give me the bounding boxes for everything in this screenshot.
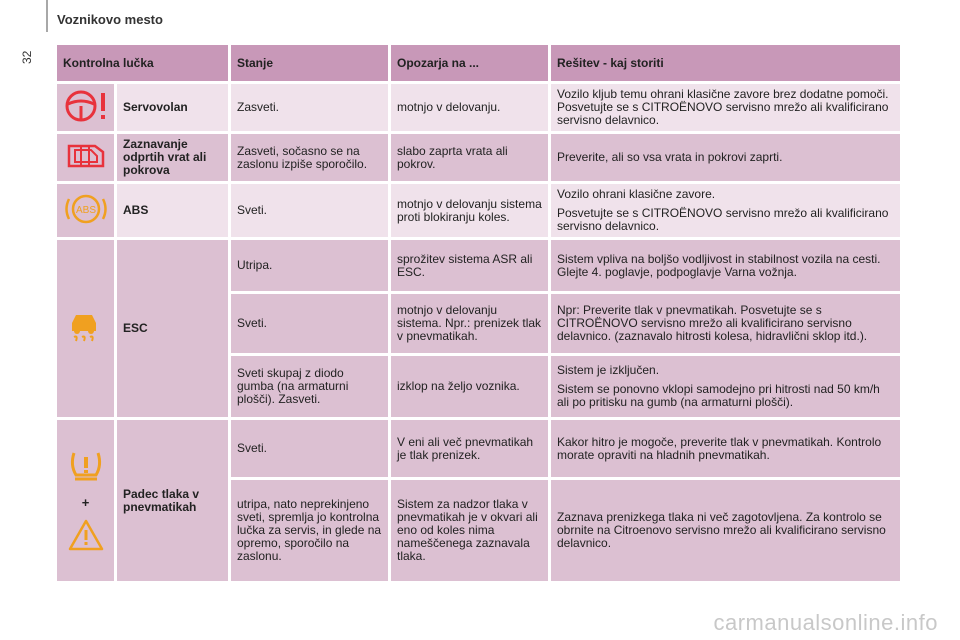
esc-solution-3b: Sistem se ponovno vklopi samodejno pri hitrosti nad 50 km/h ali po pritisku na gumb (na armaturni plošči). [557, 382, 880, 409]
esc-warns-1: sprožitev sistema ASR ali ESC. [391, 240, 551, 294]
tyres-solution-2: Zaznava prenizkega tlaka ni več zagotovljena. Za kontrolo se obrnite na Citroenovo servisno mrežo ali kvalificirano servisno delavnico. [551, 480, 903, 584]
icon-cell [57, 134, 117, 184]
header-solution: Rešitev - kaj storiti [551, 45, 903, 84]
plus-sign: + [81, 495, 90, 510]
tyres-warns-1: V eni ali več pnevmatikah je tlak prenizek. [391, 420, 551, 480]
tyres-state-2: utripa, nato neprekinjeno sveti, spremlja jo kontrolna lučka za servis, in glede na opremo, sporočilo na zaslonu. [231, 480, 391, 584]
esc-solution-1: Sistem vpliva na boljšo vodljivost in stabilnost vozila na cesti. Glejte 4. poglavje, podpoglavje Varna vožnja. [551, 240, 903, 294]
doors-state: Zasveti, sočasno se na zaslonu izpiše sporočilo. [231, 134, 391, 184]
abs-icon [61, 189, 111, 229]
doors-label: Zaznavanje odprtih vrat ali pokrova [117, 134, 231, 184]
abs-warns: motnjo v delovanju sistema proti blokiranju koles. [391, 184, 551, 240]
table-row-servo [57, 84, 903, 134]
icon-cell [57, 184, 117, 240]
esc-state-1: Utripa. [231, 240, 391, 294]
table-row-tyres-1 [57, 420, 903, 480]
section-title: Voznikovo mesto [57, 12, 163, 27]
service-warning-icon [66, 517, 106, 553]
servo-solution: Vozilo kljub temu ohrani klasične zavore brez dodatne pomoči. Posvetujte se s CITROËNOVO servisno mrežo ali kvalificirano servisno delavnico. [551, 84, 903, 134]
servo-label: Servovolan [117, 84, 231, 134]
icon-cell [57, 84, 117, 134]
tyres-solution-1: Kakor hitro je mogoče, preverite tlak v pnevmatikah. Kontrolo morate opraviti na hladnih pnevmatikah. [551, 420, 903, 480]
steering-warning-icon [61, 86, 111, 126]
table-row-esc-1 [57, 240, 903, 294]
servo-state: Zasveti. [231, 84, 391, 134]
abs-state: Sveti. [231, 184, 391, 240]
tyres-label: Padec tlaka v pnevmatikah [117, 420, 231, 584]
open-door-icon [61, 138, 111, 174]
icon-cell [57, 420, 117, 584]
header-state: Stanje [231, 45, 391, 84]
esc-warns-2: motnjo v delovanju sistema. Npr.: prenizek tlak v pnevmatikah. [391, 294, 551, 356]
esc-skid-icon [66, 307, 106, 347]
abs-solution [551, 184, 903, 240]
esc-state-3: Sveti skupaj z diodo gumba (na armaturni plošči). Zasveti. [231, 356, 391, 420]
esc-warns-3: izklop na željo voznika. [391, 356, 551, 420]
margin-line [46, 0, 48, 32]
servo-warns: motnjo v delovanju. [391, 84, 551, 134]
icon-cell [57, 240, 117, 420]
table-row-abs [57, 184, 903, 240]
esc-solution-3 [551, 356, 903, 420]
table-row-doors [57, 134, 903, 184]
table-header-row [57, 45, 903, 84]
abs-solution-1: Vozilo ohrani klasične zavore. [557, 187, 716, 201]
header-warns: Opozarja na ... [391, 45, 551, 84]
tyre-pressure-icon [66, 445, 106, 485]
esc-solution-3a: Sistem je izključen. [557, 363, 660, 377]
tyres-state-1: Sveti. [231, 420, 391, 480]
watermark: carmanualsonline.info [713, 610, 938, 635]
esc-state-2: Sveti. [231, 294, 391, 356]
page-number: 32 [20, 50, 34, 64]
abs-icon-text: ABS [75, 205, 96, 216]
esc-solution-2: Npr: Preverite tlak v pnevmatikah. Posvetujte se s CITROËNOVO servisno mrežo ali kvalificirano servisno delavnico. (zaznavalo hitrosti kolesa, hidravlični sklop itd.). [551, 294, 903, 356]
warning-lights-table [57, 45, 903, 584]
tyres-warns-2: Sistem za nadzor tlaka v pnevmatikah je v okvari ali eno od koles nima nameščenega zaznavala tlaka. [391, 480, 551, 584]
doors-solution: Preverite, ali so vsa vrata in pokrovi zaprti. [551, 134, 903, 184]
abs-solution-2: Posvetujte se s CITROËNOVO servisno mrežo ali kvalificirano servisno delavnico. [557, 206, 889, 233]
doors-warns: slabo zaprta vrata ali pokrov. [391, 134, 551, 184]
esc-label: ESC [117, 240, 231, 420]
header-warning-light: Kontrolna lučka [57, 45, 231, 84]
abs-label: ABS [117, 184, 231, 240]
